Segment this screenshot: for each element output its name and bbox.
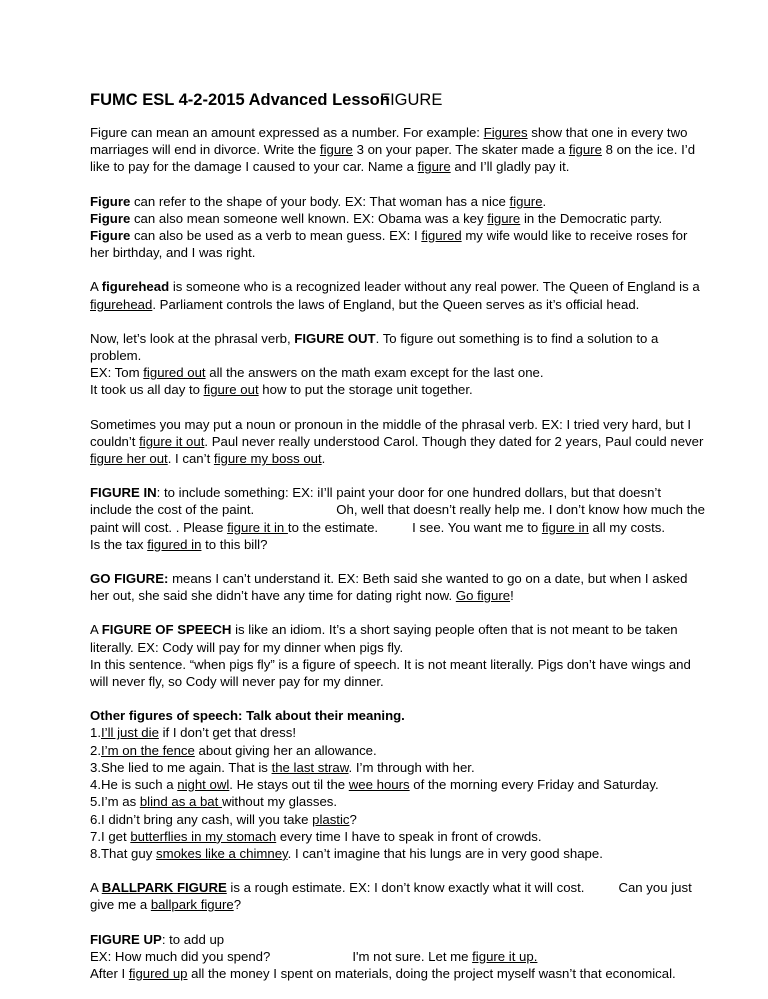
list-item: 1.I’ll just die if I don’t get that dress! bbox=[90, 725, 296, 741]
lesson-body bbox=[90, 124, 705, 999]
lesson-topic: FIGURE bbox=[380, 91, 443, 109]
paragraph-figure-in: FIGURE IN: to include something: EX: iI’ll paint your door for one hundred dollars, but that doesn’t include the cost of the paint. Oh, well that doesn’t really help me. I don’t know how much the paint will cost. . Please figure it in to the estimate. I see. You want me to figure in all my costs. Is the tax figured in to this bill? bbox=[90, 485, 705, 552]
paragraph-figure-out: Now, let’s look at the phrasal verb, FIGURE OUT. To figure out something is to find a solution to a problem. EX: Tom figured out all the answers on the math exam except for the last one. It took us all day to figure out how to put the storage unit together. bbox=[90, 330, 659, 398]
lesson-title: FUMC ESL 4-2-2015 Advanced Lesson bbox=[90, 91, 390, 109]
paragraph-ballpark-figure: A BALLPARK FIGURE is a rough estimate. EX: I don’t know exactly what it will cost. Can you just give me a ballpark figure? bbox=[90, 880, 692, 913]
paragraph-go-figure: GO FIGURE: means I can’t understand it. EX: Beth said she wanted to go on a date, but when I asked her out, she said she didn’t have any time for dating right now. Go figure! bbox=[90, 571, 688, 604]
list-item: 2.I’m on the fence about giving her an allowance. bbox=[90, 742, 377, 758]
list-item: 3.She lied to me again. That is the last straw. I’m through with her. bbox=[90, 759, 475, 775]
paragraph-figure-of-speech: A FIGURE OF SPEECH is like an idiom. It’s a short saying people often that is not meant to be taken literally. EX: Cody will pay for my dinner when pigs fly. In this sentence. “when pigs fly” is a figure of speech. It is not meant literally. Pigs don’t have wings and will never fly, so Cody will never pay for my dinner. bbox=[90, 622, 691, 690]
list-item: 5.I’m as blind as a bat without my glasses. bbox=[90, 794, 338, 810]
list-item: 4.He is such a night owl. He stays out til the wee hours of the morning every Friday and Saturday. bbox=[90, 777, 659, 793]
list-item: 6.I didn’t bring any cash, will you take plastic? bbox=[90, 811, 357, 827]
paragraph-figurehead: A figurehead is someone who is a recognized leader without any real power. The Queen of England is a figurehead. Parliament controls the laws of England, but the Queen serves as it’s official head. bbox=[90, 279, 700, 312]
list-item: 7.I get butterflies in my stomach every time I have to speak in front of crowds. bbox=[90, 828, 542, 844]
paragraph-separable: Sometimes you may put a noun or pronoun in the middle of the phrasal verb. EX: I tried very hard, but I couldn’t figure it out. Paul never really understood Carol. Though they dated for 2 years, Paul could never figure her out. I can’t figure my boss out. bbox=[90, 416, 704, 467]
list-heading: Other figures of speech: Talk about their meaning. bbox=[90, 708, 405, 724]
lesson-header bbox=[90, 90, 690, 110]
list-item: 8.That guy smokes like a chimney. I can’t imagine that his lungs are in very good shape. bbox=[90, 845, 603, 861]
paragraph-figure-up: FIGURE UP: to add up EX: How much did you spend? I'm not sure. Let me figure it up. After I figured up all the money I spent on materials, doing the project myself wasn’t that economical. bbox=[90, 931, 676, 981]
paragraph-figure-meanings: Figure can refer to the shape of your body. EX: That woman has a nice figure. Figure can also mean someone well known. EX: Obama was a key figure in the Democratic party. Figure can also be used as a verb to mean guess. EX: I figured my wife would like to receive roses for her birthday, and I was right. bbox=[90, 193, 688, 261]
figures-of-speech-list bbox=[90, 707, 680, 862]
paragraph-figure-number: Figure can mean an amount expressed as a number. For example: Figures show that one in every two marriages will end in divorce. Write the figure 3 on your paper. The skater made a figure 8 on the ice. I’d like to pay for the damage I caused to your car. Name a figure and I’ll gladly pay it. bbox=[90, 125, 696, 175]
